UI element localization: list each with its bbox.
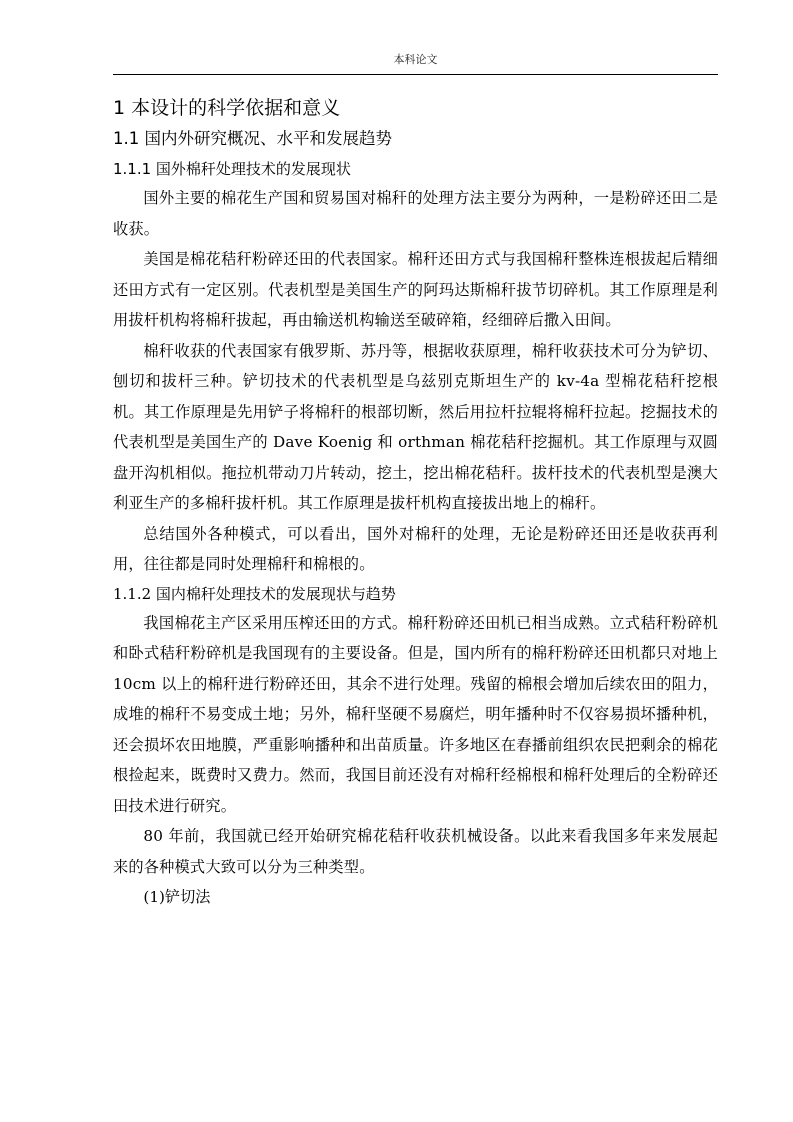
header-divider bbox=[113, 74, 718, 75]
paragraph-foreign-overview: 国外主要的棉花生产国和贸易国对棉秆的处理方法主要分为两种，一是粉碎还田二是收获。 bbox=[113, 189, 718, 238]
paragraph-harvest-tech: 棉秆收获的代表国家有俄罗斯、苏丹等，根据收获原理，棉秆收获技术可分为铲切、刨切和拔杆三种。铲切技术的代表机型是乌兹别克斯坦生产的 kv-4a 型棉花秸秆挖根机。其工作原理是先用铲子将棉秆的根部切断，然后用拉杆拉辊将棉秆拉起。挖掘技术的代表机型是美国生产的 Dave Koenig 和 orthman 棉花秸秆挖掘机。其工作原理与双圆盘开沟机相似。拖拉机带动刀片转动，挖土，挖出棉花秸秆。拔杆技术的代表机型是澳大利亚生产的多棉秆拔杆机。其工作原理是拔杆机构直接拔出地上的棉秆。 bbox=[113, 341, 718, 512]
paragraph-foreign-summary: 总结国外各种模式，可以看出，国外对棉秆的处理，无论是粉碎还田还是收获再利用，往往都是同时处理棉秆和棉根的。 bbox=[113, 524, 718, 573]
paper-body bbox=[113, 93, 718, 913]
paragraph-history: 80 年前，我国就已经开始研究棉花秸秆收获机械设备。以此来看我国多年来发展起来的各种模式大致可以分为三种类型。 bbox=[113, 827, 718, 876]
list-item-shovel-cut: (1)铲切法 bbox=[143, 888, 211, 906]
section-heading-1-1-1: 1.1.1 国外棉秆处理技术的发展现状 bbox=[113, 160, 351, 178]
section-heading-1-1-2: 1.1.2 国内棉秆处理技术的发展现状与趋势 bbox=[113, 584, 396, 603]
paragraph-usa: 美国是棉花秸秆粉碎还田的代表国家。棉秆还田方式与我国棉秆整株连根拔起后精细还田方式有一定区别。代表机型是美国生产的阿玛达斯棉秆拔节切碎机。其工作原理是利用拔杆机构将棉秆拔起，再由输送机构输送至破碎箱，经细碎后撒入田间。 bbox=[113, 250, 718, 329]
section-heading-1-1: 1.1 国内外研究概况、水平和发展趋势 bbox=[113, 129, 392, 148]
paragraph-domestic-status: 我国棉花主产区采用压榨还田的方式。棉秆粉碎还田机已相当成熟。立式秸秆粉碎机和卧式秸秆粉碎机是我国现有的主要设备。但是，国内所有的棉秆粉碎还田机都只对地上 10cm 以上的棉秆进行粉碎还田，其余不进行处理。残留的棉根会增加后续农田的阻力，成堆的棉秆不易变成土地；另外，棉秆坚硬不易腐烂，明年播种时不仅容易损坏播种机，还会损坏农田地膜，严重影响播种和出苗质量。许多地区在春播前组织农民把剩余的棉花根捡起来，既费时又费力。然而，我国目前还没有对棉秆经棉根和棉秆处理后的全粉碎还田技术进行研究。 bbox=[113, 613, 718, 815]
page-header: 本科论文 bbox=[393, 53, 438, 66]
section-heading-1: 1 本设计的科学依据和意义 bbox=[113, 97, 341, 119]
